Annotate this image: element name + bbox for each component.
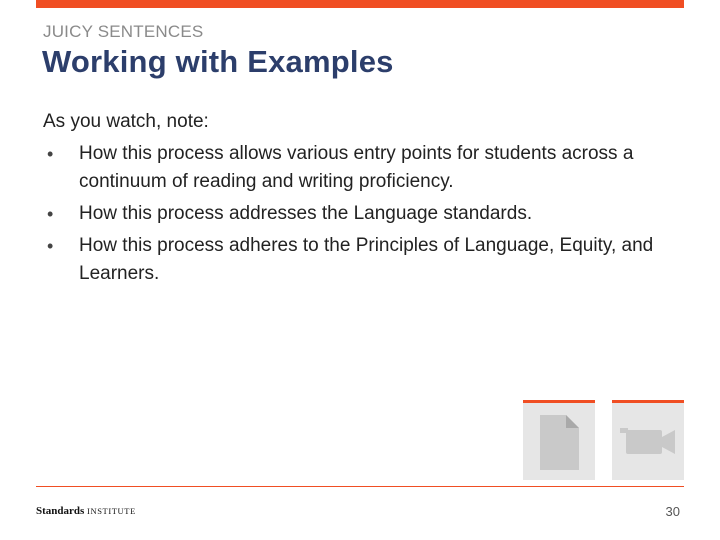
bullet-icon: • (47, 236, 54, 256)
bullet-list (43, 140, 663, 288)
footer-divider (36, 486, 684, 487)
bullet-text: How this process addresses the Language standards. (79, 203, 533, 224)
video-camera-icon (612, 403, 684, 480)
top-accent-bar (36, 0, 684, 8)
logo-word-institute: INSTITUTE (87, 506, 136, 516)
bullet-item (43, 200, 663, 228)
section-kicker: JUICY SENTENCES (43, 22, 204, 41)
bullet-item (43, 232, 663, 288)
bullet-icon: • (47, 204, 54, 224)
slide-title: Working with Examples (42, 44, 394, 79)
lead-text: As you watch, note: (43, 111, 209, 132)
bullet-text: How this process adheres to the Principles of Language, Equity, and Learners. (79, 235, 654, 284)
bullet-icon: • (47, 144, 54, 164)
slide-body (43, 108, 663, 292)
page-number: 30 (665, 504, 680, 519)
bullet-text: How this process allows various entry points for students across a continuum of reading and writing proficiency. (79, 143, 634, 192)
bullet-item (43, 140, 663, 196)
standards-institute-logo (36, 505, 136, 517)
logo-word-standards: Standards (36, 505, 85, 517)
document-icon (523, 403, 595, 480)
document-tile[interactable] (523, 400, 595, 480)
video-tile[interactable] (612, 400, 684, 480)
